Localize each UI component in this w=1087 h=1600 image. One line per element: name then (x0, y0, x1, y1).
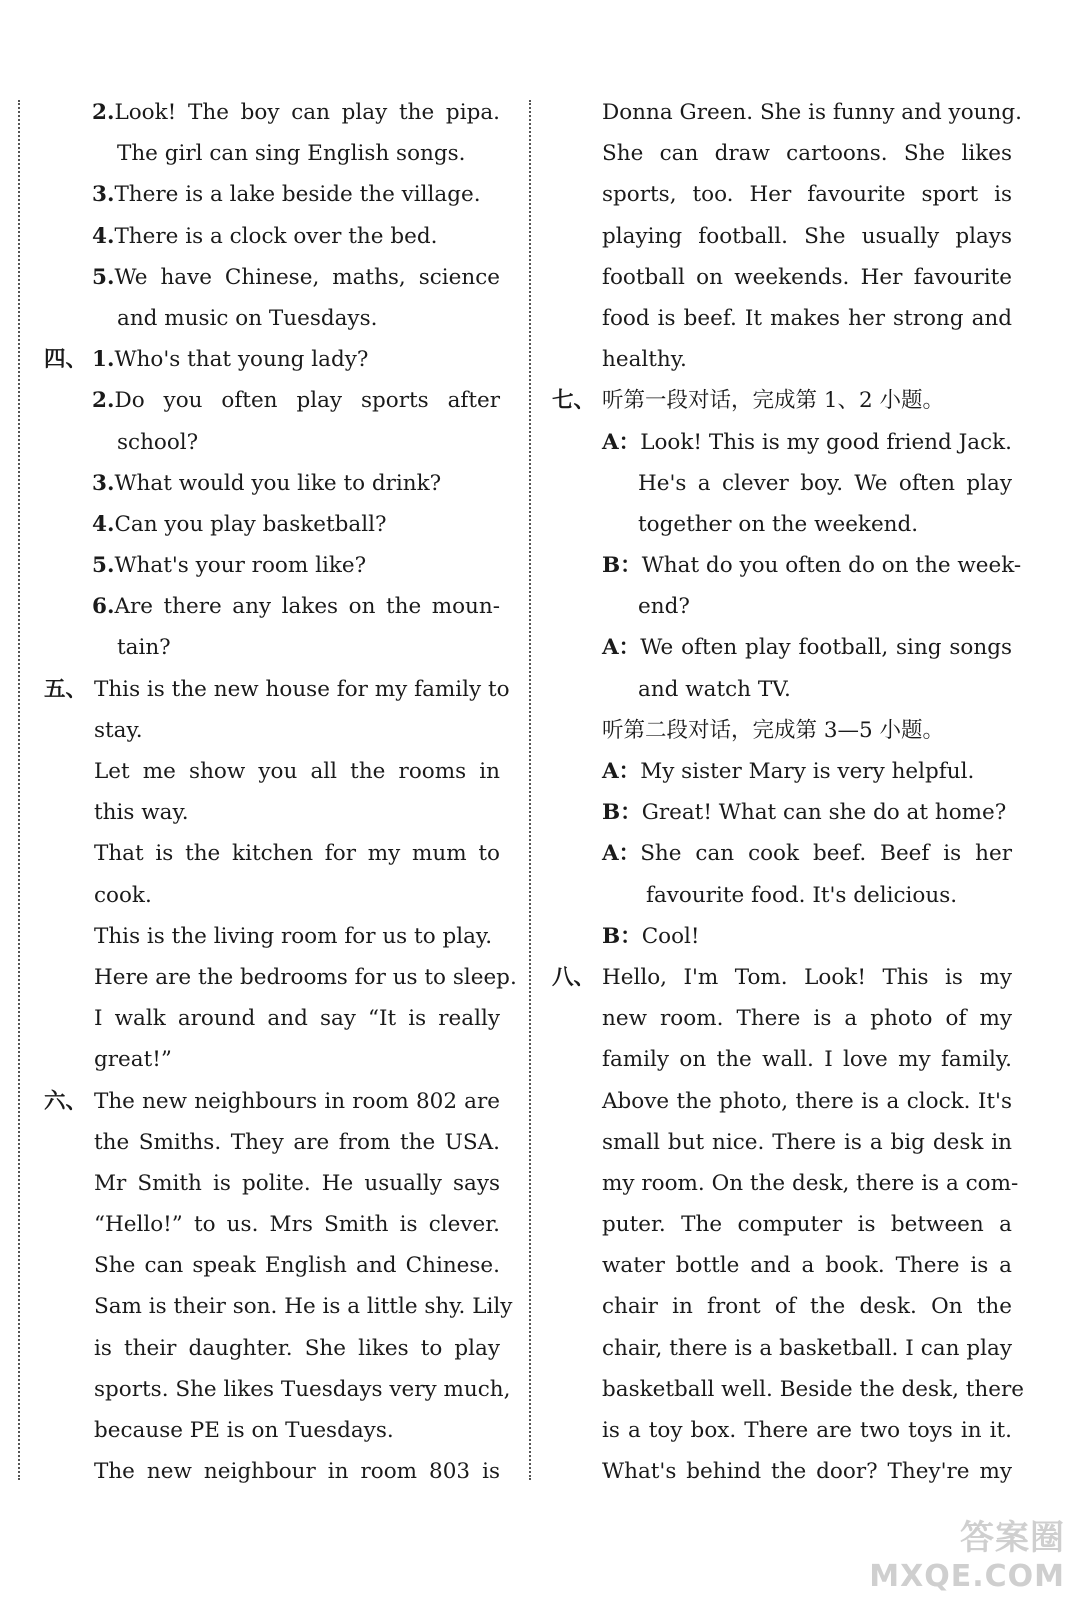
text-line (44, 669, 510, 710)
line-text: end? (638, 594, 690, 620)
line-text: chair, there is a basketball. I can play (602, 1335, 1012, 1361)
line-text: What would you like to drink? (114, 470, 442, 496)
item-marker: 5. (92, 264, 115, 290)
line-text: What do you often do on the week- (641, 553, 1022, 579)
text-line (552, 339, 1012, 380)
line-text: “Hello!” to us. Mrs Smith is clever. (94, 1212, 500, 1238)
text-line (552, 257, 1012, 298)
text-line (552, 1039, 1012, 1080)
line-text: healthy. (602, 347, 687, 373)
text-line (552, 751, 1012, 792)
line-text: Are there any lakes on the moun- (114, 594, 500, 620)
text-line (44, 1163, 500, 1204)
item-marker: 3. (92, 470, 115, 496)
text-line (44, 1204, 500, 1245)
line-text: We have Chinese, maths, science (114, 264, 500, 290)
line-text: What's behind the door? They're my (602, 1459, 1012, 1485)
line-text: new room. There is a photo of my (602, 1006, 1012, 1032)
text-line (552, 875, 1012, 916)
line-text: The girl can sing English songs. (117, 141, 466, 167)
text-line (44, 1410, 500, 1451)
line-text: Who's that young lady? (114, 347, 369, 373)
text-line (44, 257, 500, 298)
text-line (44, 875, 500, 916)
text-line (44, 751, 500, 792)
line-text: She can cook beef. Beef is her (640, 841, 1012, 867)
text-line (552, 833, 1012, 874)
text-line (552, 216, 1012, 257)
line-text: school? (117, 429, 199, 455)
line-text: sports, too. Her favourite sport is (602, 182, 1012, 208)
item-marker: 3. (92, 182, 115, 208)
text-line (552, 1081, 1012, 1122)
line-text: This is the new house for my family to (94, 676, 510, 702)
line-text: My sister Mary is very helpful. (640, 759, 975, 784)
line-text: is their daughter. She likes to play (94, 1335, 500, 1361)
text-line (44, 627, 500, 668)
text-line (44, 504, 500, 545)
left-margin-dotted-line (18, 100, 20, 1480)
line-text: chair in front of the desk. On the (602, 1294, 1012, 1320)
line-text: This is the living room for us to play. (94, 923, 493, 949)
line-text: We often play football, sing songs (640, 635, 1012, 661)
text-line (44, 1369, 511, 1410)
section-number: 六、 (44, 1088, 88, 1114)
text-line (552, 957, 1012, 998)
line-text: Mr Smith is polite. He usually says (94, 1170, 500, 1196)
line-text: and watch TV. (638, 676, 791, 702)
section-number: 五、 (44, 676, 88, 702)
left-column (44, 92, 517, 1492)
section-number: 八、 (552, 964, 596, 990)
text-line (44, 1328, 500, 1369)
item-marker: B： (602, 800, 642, 826)
item-marker: 2. (92, 388, 115, 414)
line-text: family on the wall. I love my family. (602, 1047, 1012, 1073)
item-marker: 4. (92, 223, 115, 249)
line-text: food is beef. It makes her strong and (602, 305, 1012, 331)
text-line (552, 792, 1012, 833)
line-text: basketball well. Beside the desk, there (602, 1376, 1024, 1402)
text-line (552, 422, 1012, 463)
text-line (552, 1245, 1012, 1286)
item-marker: 2. (92, 100, 115, 125)
item-marker: 6. (92, 594, 115, 620)
text-line (552, 1286, 1012, 1327)
line-text: Can you play basketball? (114, 511, 387, 537)
text-line (44, 133, 500, 174)
text-line (44, 545, 500, 586)
text-line (552, 1410, 1012, 1451)
text-line (44, 710, 500, 751)
text-line (552, 1451, 1012, 1492)
text-line (44, 1286, 513, 1327)
line-text: Do you often play sports after (114, 388, 500, 414)
line-text: together on the weekend. (638, 511, 919, 537)
text-line (552, 1163, 1019, 1204)
line-text: small but nice. There is a big desk in (602, 1129, 1012, 1155)
watermark (869, 1510, 1065, 1594)
section-number: 四、 (44, 347, 88, 373)
line-text: is a toy box. There are two toys in it. (602, 1418, 1012, 1443)
line-text: puter. The computer is between a (602, 1212, 1012, 1238)
text-line (44, 792, 500, 833)
text-line (44, 586, 500, 627)
line-text: stay. (94, 717, 143, 743)
item-marker: A： (602, 429, 641, 455)
right-column (552, 92, 1024, 1492)
line-text: Look! The boy can play the pipa. (114, 100, 500, 125)
text-line (552, 545, 1022, 586)
text-line (552, 669, 1012, 710)
text-line (44, 216, 500, 257)
text-line (552, 998, 1012, 1039)
line-text: playing football. She usually plays (602, 223, 1012, 249)
line-text: The new neighbour in room 803 is (94, 1459, 500, 1485)
line-text: favourite food. It's delicious. (646, 882, 958, 908)
text-line (44, 998, 500, 1039)
section-number: 七、 (552, 388, 596, 414)
line-text: water bottle and a book. There is a (602, 1253, 1012, 1279)
line-text: I walk around and say “It is really (94, 1006, 500, 1032)
text-line (44, 174, 500, 215)
text-line (552, 586, 1012, 627)
text-line (44, 463, 500, 504)
line-text: Cool! (641, 923, 700, 949)
text-line (552, 380, 1012, 421)
line-text: 听第一段对话，完成第 1、2 小题。 (602, 388, 945, 414)
text-line (552, 298, 1012, 339)
item-marker: 5. (92, 553, 115, 579)
line-text: my room. On the desk, there is a com- (602, 1170, 1019, 1196)
line-text: Here are the bedrooms for us to sleep. (94, 964, 517, 990)
line-text: She can speak English and Chinese. (94, 1253, 500, 1279)
text-line (552, 463, 1012, 504)
line-text: Look! This is my good friend Jack. (640, 429, 1012, 455)
line-text: sports. She likes Tuesdays very much, (94, 1376, 511, 1402)
item-marker: B： (602, 923, 642, 949)
watermark-site-text: MXQE.COM (869, 1559, 1065, 1594)
text-line (552, 133, 1012, 174)
line-text: That is the kitchen for my mum to (94, 841, 500, 867)
line-text: the Smiths. They are from the USA. (94, 1129, 500, 1155)
line-text: Above the photo, there is a clock. It's (602, 1088, 1012, 1114)
line-text: and music on Tuesdays. (117, 305, 378, 331)
column-divider-dotted-line (529, 100, 531, 1480)
item-marker: B： (602, 553, 642, 579)
line-text: There is a lake beside the village. (114, 182, 481, 208)
line-text: She can draw cartoons. She likes (602, 141, 1012, 167)
line-text: Donna Green. She is funny and young. (602, 100, 1022, 125)
line-text: Hello, I'm Tom. Look! This is my (602, 964, 1012, 990)
text-line (44, 298, 500, 339)
line-text: this way. (94, 800, 189, 826)
text-line (552, 174, 1012, 215)
text-line (552, 627, 1012, 668)
text-line (552, 1122, 1012, 1163)
watermark-logo-text: 答案圈 (960, 1518, 1065, 1558)
text-line (552, 710, 1012, 751)
text-line (552, 1369, 1024, 1410)
text-line (44, 957, 517, 998)
text-line (44, 339, 500, 380)
line-text: great!” (94, 1047, 172, 1073)
text-line (44, 1451, 500, 1492)
text-line (44, 833, 500, 874)
text-line (44, 916, 500, 957)
text-line (44, 422, 500, 463)
text-line (44, 1245, 500, 1286)
item-marker: 4. (92, 511, 115, 537)
line-text: He's a clever boy. We often play (638, 470, 1012, 496)
line-text: Great! What can she do at home? (641, 800, 1007, 826)
item-marker: A： (602, 635, 641, 661)
line-text: cook. (94, 882, 152, 908)
text-line (552, 1328, 1012, 1369)
text-line (552, 916, 1012, 957)
item-marker: 1. (92, 347, 115, 373)
line-text: Sam is their son. He is a little shy. Lily (94, 1294, 513, 1320)
text-line (44, 1081, 500, 1122)
line-text: Let me show you all the rooms in (94, 759, 500, 784)
text-line (44, 92, 500, 133)
item-marker: A： (602, 759, 641, 784)
item-marker: A： (602, 841, 641, 867)
line-text: tain? (117, 635, 171, 661)
text-line (44, 1039, 500, 1080)
text-line (552, 92, 1022, 133)
text-line (552, 1204, 1012, 1245)
line-text: football on weekends. Her favourite (602, 264, 1012, 290)
line-text: What's your room like? (114, 553, 367, 579)
line-text: The new neighbours in room 802 are (94, 1088, 500, 1114)
text-line (44, 1122, 500, 1163)
line-text: because PE is on Tuesdays. (94, 1418, 394, 1443)
line-text: There is a clock over the bed. (114, 223, 438, 249)
line-text: 听第二段对话，完成第 3—5 小题。 (602, 717, 945, 743)
text-line (44, 380, 500, 421)
text-line (552, 504, 1012, 545)
